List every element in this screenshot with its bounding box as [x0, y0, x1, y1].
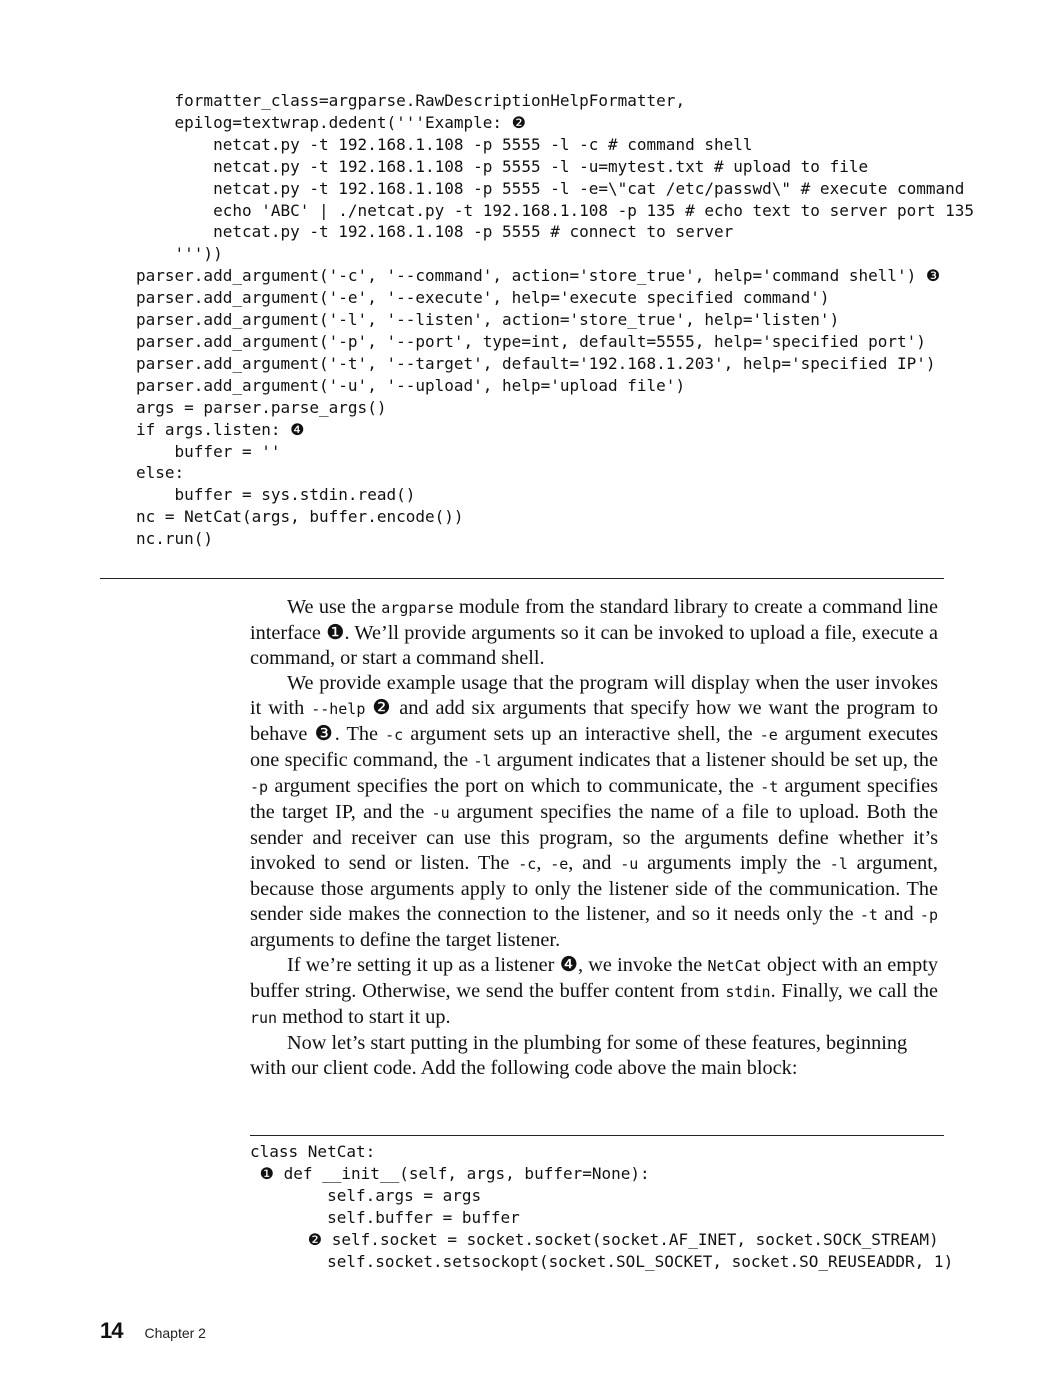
inline-code: -c	[385, 726, 404, 744]
inline-code: -l	[829, 855, 848, 873]
code-line: netcat.py -t 192.168.1.108 -p 5555 -l -c # command shell	[136, 134, 753, 154]
inline-code: stdin	[725, 983, 771, 1001]
code-line: class NetCat:	[250, 1142, 376, 1161]
code-divider-top	[100, 578, 944, 579]
text-run: We use the	[287, 596, 382, 618]
text-run: arguments to define the target listener.	[250, 929, 561, 951]
code-line: self.socket.setsockopt(socket.SOL_SOCKET, socket.SO_REUSEADDR, 1)	[250, 1251, 954, 1271]
code-line: if args.listen: ❹	[136, 419, 305, 439]
text-run: argument, because those arguments apply to only the listener side of the communication. The sender side makes the connection to the listener, and so it needs only the	[250, 852, 938, 925]
code-line: echo 'ABC' | ./netcat.py -t 192.168.1.108 -p 135 # echo text to server port 135	[136, 200, 975, 220]
text-run: argument specifies the name of a file to upload. Both the sender and receiver can use this program, so the arguments define whether it’s invoked to send or listen. The	[250, 801, 938, 874]
text-run: . Finally, we call the	[770, 980, 938, 1002]
inline-code: -u	[431, 804, 450, 822]
inline-code: -l	[473, 752, 492, 770]
page-footer	[100, 1318, 206, 1344]
inline-code: -p	[919, 906, 938, 924]
text-run: argument specifies the port on which to communicate, the	[268, 775, 761, 797]
code-line: netcat.py -t 192.168.1.108 -p 5555 -l -e=\"cat /etc/passwd\" # execute command	[136, 178, 965, 198]
inline-code: --help	[311, 700, 366, 718]
inline-code: -e	[759, 726, 778, 744]
paragraph	[250, 953, 938, 1031]
code-line: parser.add_argument('-t', '--target', default='192.168.1.203', help='specified IP')	[136, 353, 936, 373]
chapter-label: Chapter 2	[144, 1325, 206, 1341]
code-listing-top	[136, 90, 974, 550]
code-line: parser.add_argument('-c', '--command', action='store_true', help='command shell') ❸	[136, 266, 941, 286]
inline-code: -u	[620, 855, 639, 873]
inline-code: -t	[760, 778, 779, 796]
paragraph	[250, 595, 938, 671]
text-run: , and	[568, 852, 621, 874]
code-line: ❶ def __init__(self, args, buffer=None):	[250, 1163, 650, 1183]
code-line: '''))	[136, 244, 223, 264]
inline-code: -t	[859, 906, 878, 924]
inline-code: run	[250, 1009, 278, 1027]
code-line: parser.add_argument('-l', '--listen', action='store_true', help='listen')	[136, 310, 840, 330]
code-line: buffer = ''	[136, 441, 281, 461]
inline-code: argparse	[381, 599, 454, 617]
code-line: self.args = args	[250, 1185, 482, 1205]
text-run: ❷ and add six arguments that specify how we want the program to behave ❸. The	[250, 697, 939, 745]
text-run: object with an empty buffer string. Otherwise, we send the buffer content from	[250, 954, 938, 1002]
code-line: parser.add_argument('-p', '--port', type=int, default=5555, help='specified port')	[136, 331, 926, 351]
body-text	[250, 595, 938, 1081]
code-line: netcat.py -t 192.168.1.108 -p 5555 # connect to server	[136, 222, 734, 242]
code-line: epilog=textwrap.dedent('''Example: ❷	[136, 112, 527, 132]
page-number: 14	[100, 1318, 123, 1343]
text-run: arguments imply the	[638, 852, 830, 874]
code-line: formatter_class=argparse.RawDescriptionHelpFormatter,	[136, 91, 686, 110]
inline-code: NetCat	[707, 957, 762, 975]
text-run: method to start it up.	[277, 1006, 451, 1028]
code-line: args = parser.parse_args()	[136, 397, 387, 417]
code-line: self.buffer = buffer	[250, 1207, 520, 1227]
paragraph	[250, 671, 938, 953]
text-run: We provide example usage that the program will display when the user invokes it with	[250, 672, 938, 719]
code-listing-bottom	[250, 1141, 953, 1272]
text-run: ,	[536, 852, 551, 874]
text-run: argument sets up an interactive shell, the	[403, 723, 760, 745]
text-run: argument indicates that a listener should be set up, the	[491, 749, 939, 771]
inline-code: -c	[518, 855, 537, 873]
inline-code: -p	[250, 778, 269, 796]
code-line: nc.run()	[136, 529, 214, 549]
text-run: argument specifies the target IP, and the	[250, 775, 939, 823]
code-line: parser.add_argument('-e', '--execute', help='execute specified command')	[136, 288, 830, 308]
inline-code: -e	[550, 855, 569, 873]
code-line: ❷ self.socket = socket.socket(socket.AF_INET, socket.SOCK_STREAM)	[250, 1229, 939, 1249]
code-line: else:	[136, 463, 185, 483]
code-line: netcat.py -t 192.168.1.108 -p 5555 -l -u=mytest.txt # upload to file	[136, 156, 869, 176]
text-run: and	[877, 903, 920, 925]
paragraph	[250, 1031, 938, 1081]
text-run: argument executes one specific command, the	[250, 723, 938, 771]
code-line: parser.add_argument('-u', '--upload', help='upload file')	[136, 375, 686, 395]
text-run: Now let’s start putting in the plumbing for some of these features, beginning with our client code. Add the following code above the main block:	[250, 1032, 908, 1079]
code-divider-bottom	[250, 1135, 944, 1136]
code-line: buffer = sys.stdin.read()	[136, 485, 416, 505]
text-run: If we’re setting it up as a listener ❹, we invoke the	[287, 954, 708, 976]
code-line: nc = NetCat(args, buffer.encode())	[136, 507, 464, 527]
text-run: module from the standard library to create a command line interface ❶. We’ll provide arguments so it can be invoked to upload a file, execute a command, or start a command shell.	[250, 596, 938, 669]
